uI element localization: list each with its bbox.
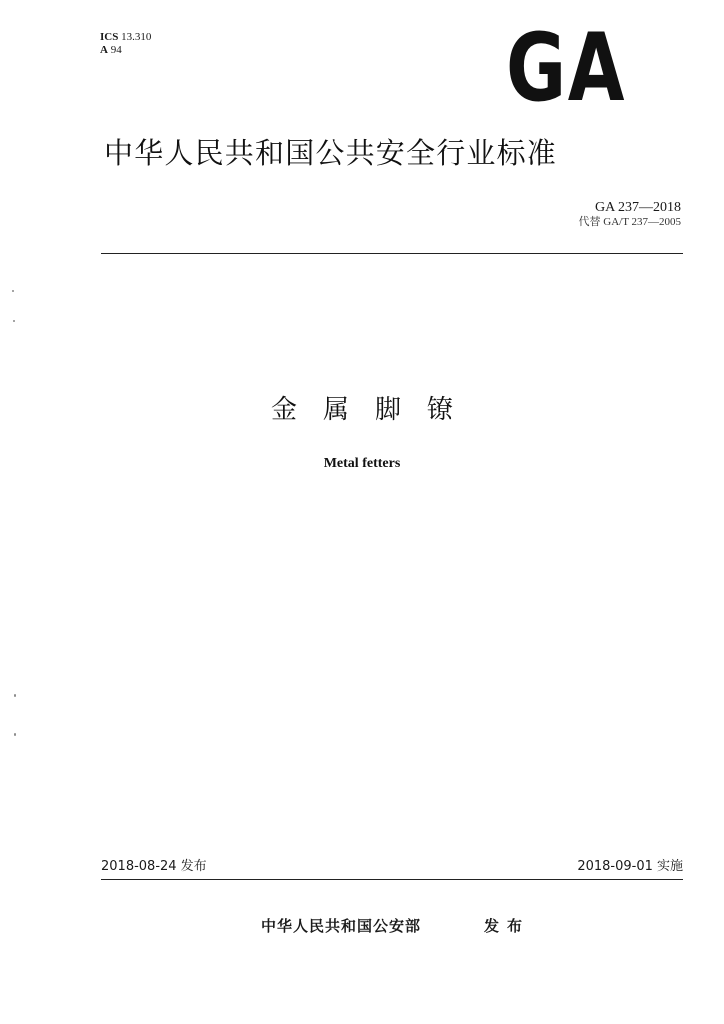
publish-date: 2018-08-24 发布 (101, 859, 207, 874)
scan-speck (13, 320, 15, 322)
ics-code: 13.310 (121, 31, 152, 43)
effective-date: 2018-09-01 实施 (577, 859, 683, 874)
replaced-standard: 代替 GA/T 237—2005 (578, 216, 681, 228)
industry-standard-title: 中华人民共和国公共安全行业标准 (104, 136, 558, 170)
scan-speck (14, 694, 16, 697)
bottom-divider (101, 879, 683, 880)
ccs-code-line (100, 44, 122, 56)
document-title-english: Metal fetters (323, 456, 401, 471)
scan-speck (12, 290, 14, 292)
issuing-authority: 中华人民共和国公安部 (261, 917, 422, 935)
ga-logo: GA (506, 14, 627, 123)
ccs-label: A (100, 44, 108, 56)
scan-speck (14, 733, 16, 736)
top-divider (101, 253, 683, 254)
ics-label: ICS (100, 31, 119, 43)
document-title: 金属脚镣 (270, 395, 479, 425)
ics-code-line (100, 31, 151, 43)
ccs-code: 94 (110, 44, 122, 56)
standard-number: GA 237—2018 (595, 200, 681, 215)
issue-action: 发布 (484, 917, 531, 935)
